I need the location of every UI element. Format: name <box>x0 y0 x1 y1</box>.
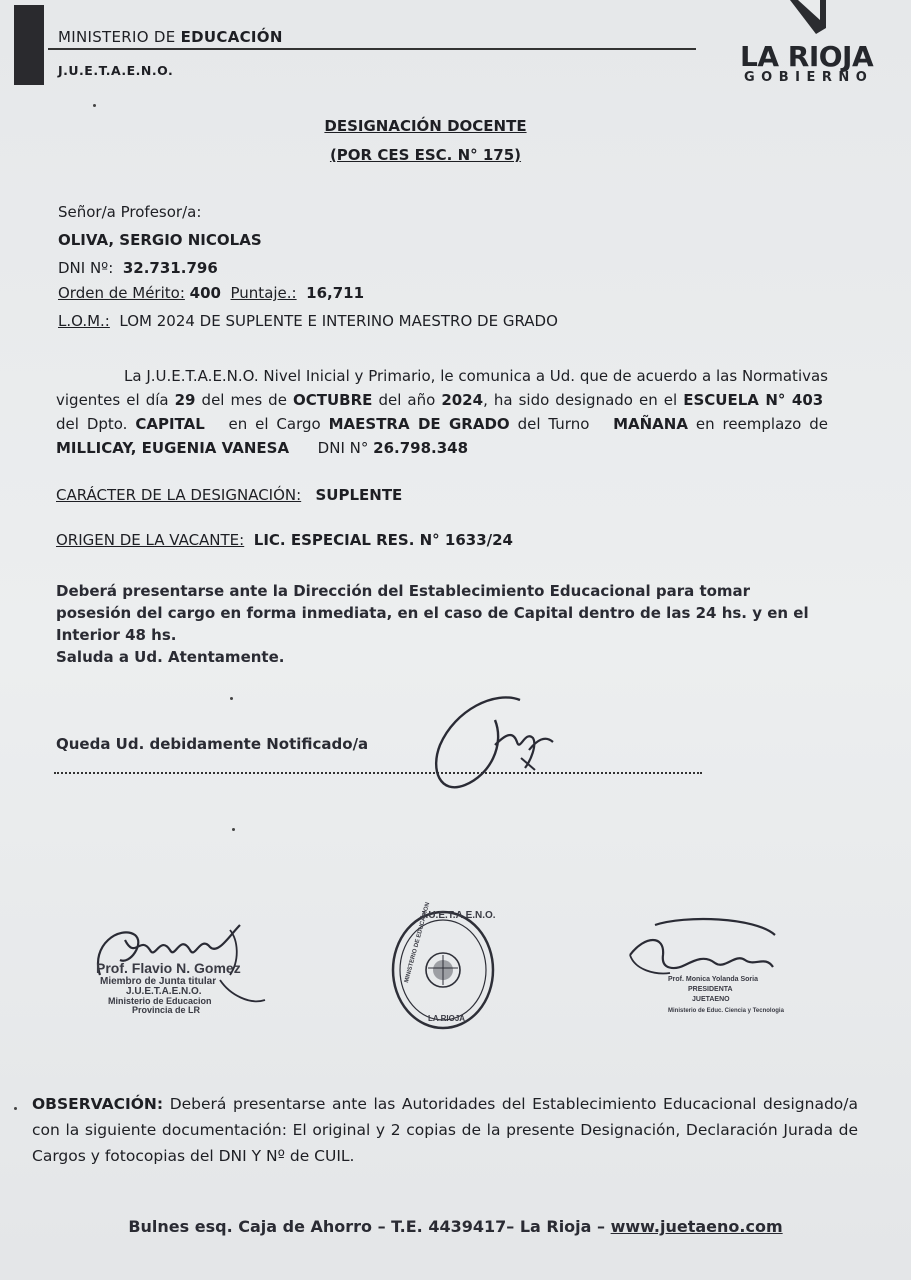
notified-line: Queda Ud. debidamente Notificado/a <box>56 735 369 753</box>
recipient-name: OLIVA, SERGIO NICOLAS <box>58 231 262 249</box>
salutation: Señor/a Profesor/a: <box>58 203 202 221</box>
recipient-dni: DNI Nº: 32.731.796 <box>58 259 218 277</box>
paper-speck <box>232 828 235 831</box>
document-subtitle: (POR CES ESC. N° 175) <box>329 146 522 164</box>
origin-line: ORIGEN DE LA VACANTE: LIC. ESPECIAL RES. N° 1633/24 <box>56 531 513 549</box>
left-signer-role: Miembro de Junta titular <box>100 976 217 987</box>
seal-top-text: J.U.E.T.A.E.N.O. <box>420 910 496 921</box>
header-rule <box>48 48 696 50</box>
logo-subtitle: GOBIERNO <box>744 70 874 85</box>
ministry-heading: MINISTERIO DE EDUCACIÓN <box>58 28 283 46</box>
designation-paragraph: La J.U.E.T.A.E.N.O. Nivel Inicial y Primario, le comunica a Ud. que de acuerdo a las Normativas vigentes el día 29 del mes de OCTUBRE del año 2024, ha sido designado en el ESCUELA N° 403 del Dpto. CAPITAL en el Cargo MAESTRA DE GRADO del Turno MAÑANA en reemplazo de MILLICAY, EUGENIA VANESA DNI N° 26.798.348 <box>56 367 828 457</box>
signature-dotted-line <box>54 764 702 774</box>
logo-name: LA RIOJA <box>740 40 874 73</box>
left-signer-ministry: Ministerio de Educacion <box>108 996 212 1006</box>
character-line: CARÁCTER DE LA DESIGNACIÓN: SUPLENTE <box>56 486 403 504</box>
seal-ring-text: MINISTERIO DE EDUCACION <box>404 901 432 984</box>
left-signer-province: Provincia de LR <box>132 1005 201 1015</box>
closing-greeting: Saluda a Ud. Atentamente. <box>56 648 285 666</box>
paper-speck <box>93 104 96 107</box>
right-signer-name: Prof. Monica Yolanda Soria <box>668 976 758 983</box>
right-signer-ministry: Ministerio de Educ. Ciencia y Tecnologia <box>668 1008 784 1014</box>
merit-score-line: Orden de Mérito: 400 Puntaje.: 16,711 <box>58 284 365 302</box>
left-signer-name: Prof. Flavio N. Gomez <box>96 960 241 976</box>
paper-speck <box>230 697 233 700</box>
observation-paragraph: OBSERVACIÓN: Deberá presentarse ante las Autoridades del Establecimiento Educacional designado/a con la siguiente documentación: El original y 2 copias de la presente Designación, Declaración Jurada de Cargos y fotocopias del DNI Y Nº de CUIL. <box>32 1095 858 1165</box>
lom-line: L.O.M.: LOM 2024 DE SUPLENTE E INTERINO MAESTRO DE GRADO <box>58 312 558 330</box>
right-signer-org: JUETAENO <box>692 996 730 1003</box>
document-title: DESIGNACIÓN DOCENTE <box>324 117 527 135</box>
left-signer-org: J.U.E.T.A.E.N.O. <box>126 986 202 997</box>
footer-address: Bulnes esq. Caja de Ahorro – T.E. 4439417– La Rioja – www.juetaeno.com <box>128 1217 783 1236</box>
recipient-signature-icon <box>425 690 565 800</box>
website-link[interactable]: www.juetaeno.com <box>610 1217 783 1236</box>
header-binding-bar <box>14 5 44 85</box>
org-heading: J.U.E.T.A.E.N.O. <box>58 63 174 78</box>
paper-speck <box>14 1107 17 1110</box>
right-signer-role: PRESIDENTA <box>688 986 733 993</box>
seal-bottom-text: LA RIOJA <box>428 1014 466 1023</box>
instruction-paragraph: Deberá presentarse ante la Dirección del Establecimiento Educacional para tomar posesión del cargo en forma inmediata, en el caso de Capital dentro de las 24 hs. y en el Interior 48 hs. <box>56 582 809 644</box>
